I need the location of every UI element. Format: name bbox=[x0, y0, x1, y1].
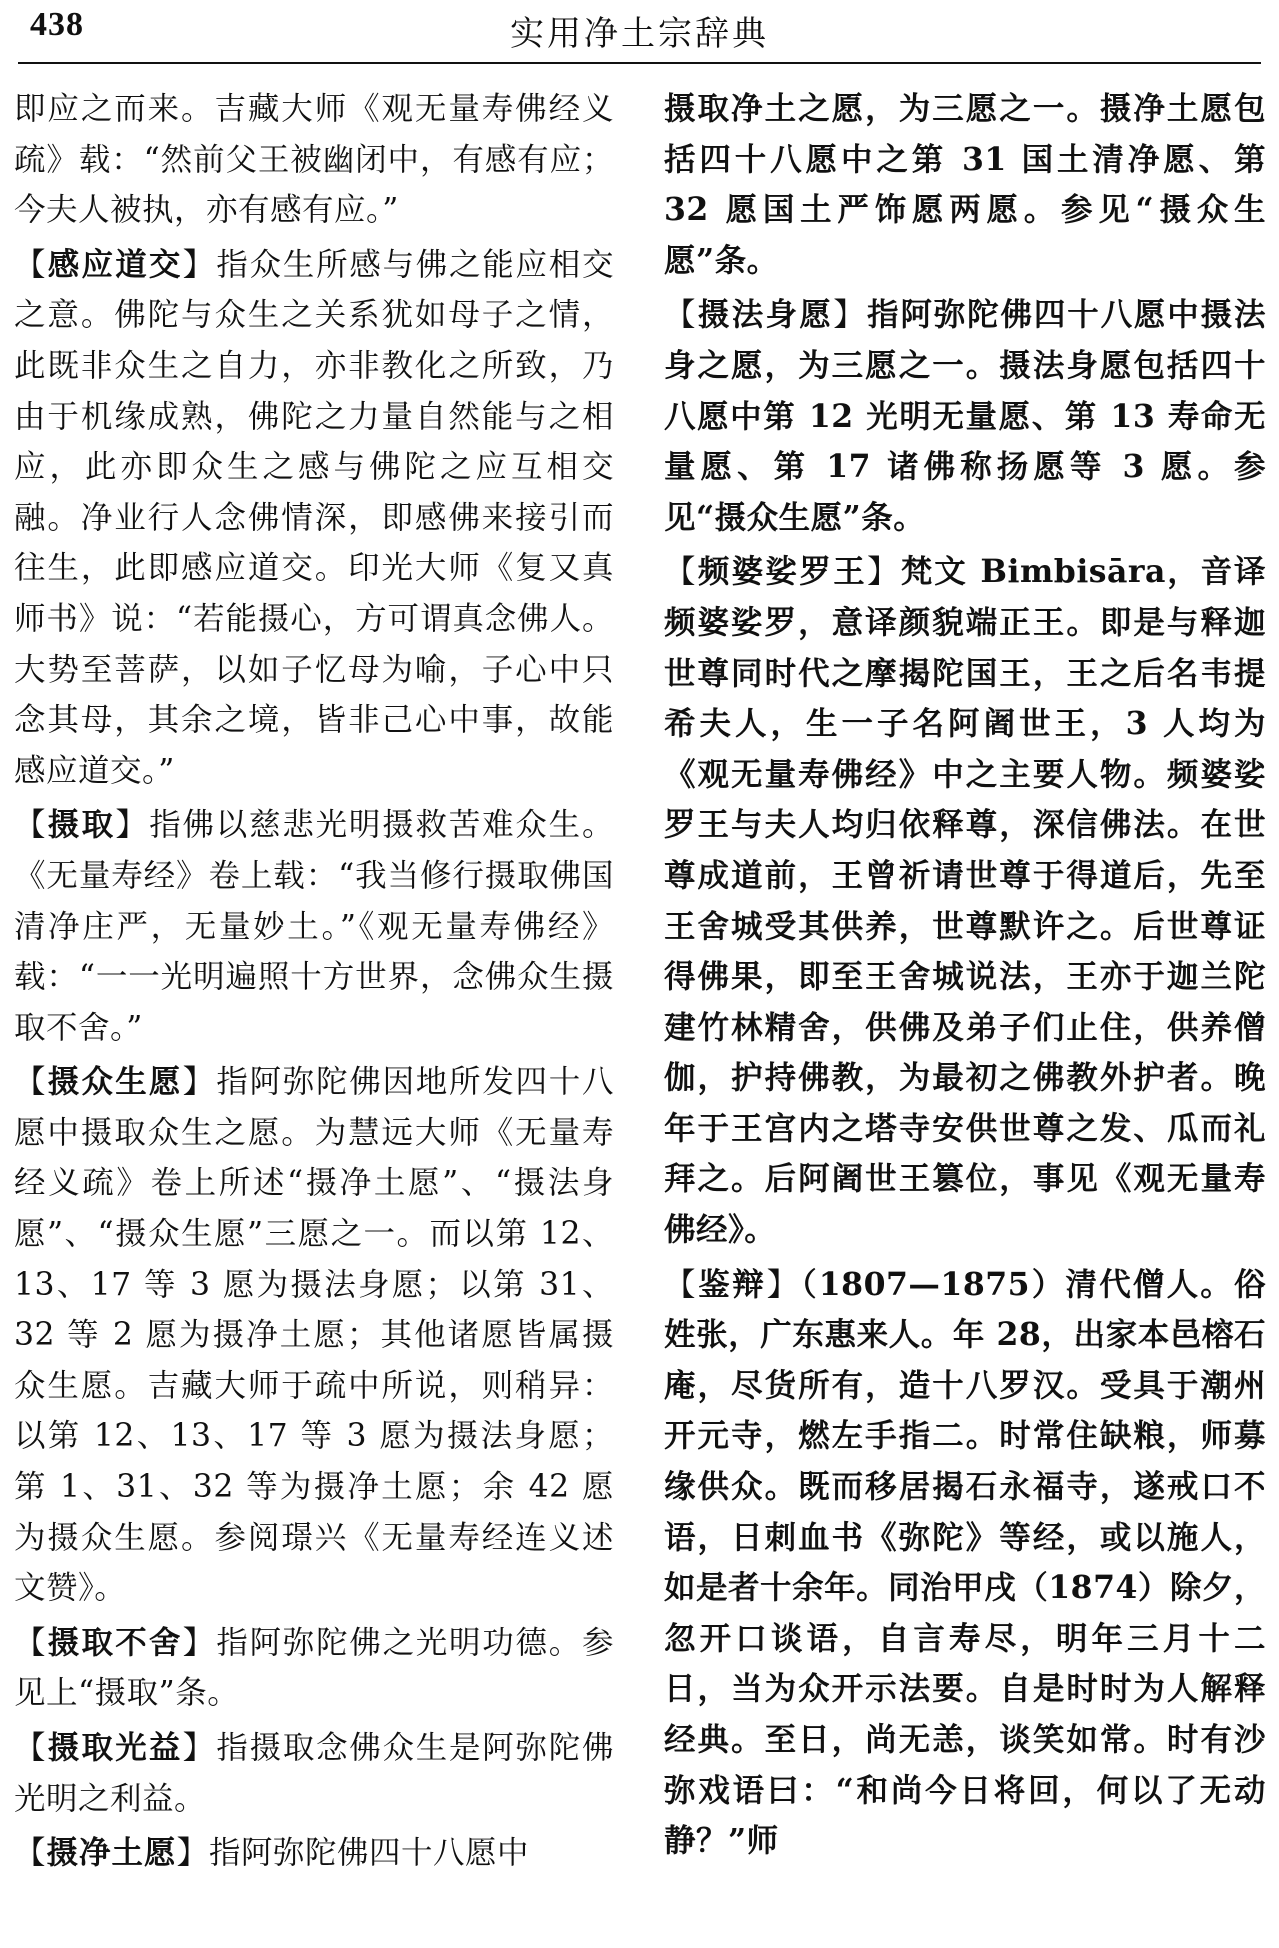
entry-term: 【摄取】 bbox=[14, 807, 150, 844]
dictionary-entry bbox=[14, 800, 614, 1053]
dictionary-entry bbox=[14, 1057, 614, 1614]
header-rule bbox=[18, 62, 1261, 64]
entry-term: 【鉴辩】 bbox=[664, 1266, 801, 1303]
entry-term: 【摄净土愿】 bbox=[14, 1835, 210, 1872]
dictionary-entry bbox=[664, 547, 1266, 1255]
entry-term: 【摄众生愿】 bbox=[14, 1064, 217, 1101]
entry-body: 指众生所感与佛之能应相交之意。佛陀与众生之关系犹如母子之情，此既非众生之自力，亦非教化之所致，乃由于机缘成熟，佛陀之力量自然能与之相应，此亦即众生之感与佛陀之应互相交融。净业行人念佛情深，即感佛来接引而往生，此即感应道交。印光大师《复又真师书》说：“若能摄心，方可谓真念佛人。大势至菩萨，以如子忆母为喻，子心中只念其母，其余之境，皆非己心中事，故能感应道交。” bbox=[14, 246, 614, 789]
dictionary-entry bbox=[664, 1260, 1266, 1867]
entry-continuation bbox=[14, 84, 614, 236]
page-number: 438 bbox=[30, 6, 84, 43]
entry-term: 【摄取光益】 bbox=[14, 1730, 217, 1766]
entry-continuation bbox=[664, 84, 1266, 286]
dictionary-entry bbox=[14, 1723, 614, 1824]
running-title: 实用净土宗辞典 bbox=[510, 14, 769, 54]
entry-term: 【感应道交】 bbox=[14, 246, 217, 283]
entry-body: 指阿弥陀佛四十八愿中 bbox=[209, 1835, 530, 1872]
entry-body: 指阿弥陀佛因地所发四十八愿中摄取众生之愿。为慧远大师《无量寿经义疏》卷上所述“摄净土愿”、“摄法身愿”、“摄众生愿”三愿之一。而以第 12、13、17 等 3 愿为摄法身愿；以第 31、32 等 2 愿为摄净土愿；其他诸愿皆属摄众生愿。吉藏大师于疏中所说，则稍异：以第 12、13、17 等 3 愿为摄法身愿；第 1、31、32 等为摄净土愿；余 42 愿为摄众生愿。参阅璟兴《无量寿经连义述文赞》。 bbox=[14, 1064, 614, 1607]
entry-body: 摄取净土之愿，为三愿之一。摄净土愿包括四十八愿中之第 31 国土清净愿、第 32 愿国土严饰愿两愿。参见“摄众生愿”条。 bbox=[664, 90, 1266, 279]
dictionary-entry bbox=[664, 290, 1266, 543]
entry-term: 【摄取不舍】 bbox=[14, 1624, 217, 1661]
entry-term: 【频婆娑罗王】 bbox=[664, 554, 901, 591]
dictionary-entry bbox=[14, 1618, 614, 1719]
entry-term: 【摄法身愿】 bbox=[664, 297, 868, 334]
entry-body: 即应之而来。吉藏大师《观无量寿佛经义疏》载：“然前父王被幽闭中，有感有应；今夫人被执，亦有感有应。” bbox=[14, 91, 614, 229]
left-column bbox=[14, 84, 614, 1883]
entry-body: 指佛以慈悲光明摄救苦难众生。《无量寿经》卷上载：“我当修行摄取佛国清净庄严，无量妙土。”《观无量寿佛经》载：“一一光明遍照十方世界，念佛众生摄取不舍。” bbox=[14, 807, 614, 1046]
entry-body: （1807—1875）清代僧人。俗姓张，广东惠来人。年 28，出家本邑榕石庵，尽货所有，造十八罗汉。受具于潮州开元寺，燃左手指二。时常住缺粮，师募缘供众。既而移居揭石永福寺，遂戒口不语，日刺血书《弥陀》等经，或以施人，如是者十余年。同治甲戌（1874）除夕，忽开口谈语，自言寿尽，明年三月十二日，当为众开示法要。自是时时为人解释经典。至日，尚无恙，谈笑如常。时有沙弥戏语曰：“和尚今日将回，何以了无动静？”师 bbox=[664, 1265, 1266, 1860]
entry-body: 梵文 Bimbisāra，音译频婆娑罗，意译颜貌端正王。即是与释迦世尊同时代之摩揭陀国王，王之后名韦提希夫人，生一子名阿阇世王，3 人均为《观无量寿佛经》中之主要人物。频婆娑罗王与夫人均归依释尊，深信佛法。在世尊成道前，王曾祈请世尊于得道后，先至王舍城受其供养，世尊默许之。后世尊证得佛果，即至王舍城说法，王亦于迦兰陀建竹林精舍，供佛及弟子们止住，供养僧伽，护持佛教，为最初之佛教外护者。晚年于王宫内之塔寺安供世尊之发、瓜而礼拜之。后阿阇世王篡位，事见《观无量寿佛经》。 bbox=[664, 553, 1266, 1249]
entry-body: 指摄取念佛众生是阿弥陀佛光明之利益。 bbox=[14, 1730, 614, 1817]
entry-body: 指阿弥陀佛四十八愿中摄法身之愿，为三愿之一。摄法身愿包括四十八愿中第 12 光明无量愿、第 13 寿命无量愿、第 17 诸佛称扬愿等 3 愿。参见“摄众生愿”条。 bbox=[664, 296, 1266, 536]
right-column bbox=[664, 84, 1266, 1871]
page-header bbox=[0, 0, 1279, 66]
entry-body: 指阿弥陀佛之光明功德。参见上“摄取”条。 bbox=[14, 1624, 614, 1712]
dictionary-entry bbox=[14, 240, 614, 797]
dictionary-entry bbox=[14, 1828, 614, 1879]
